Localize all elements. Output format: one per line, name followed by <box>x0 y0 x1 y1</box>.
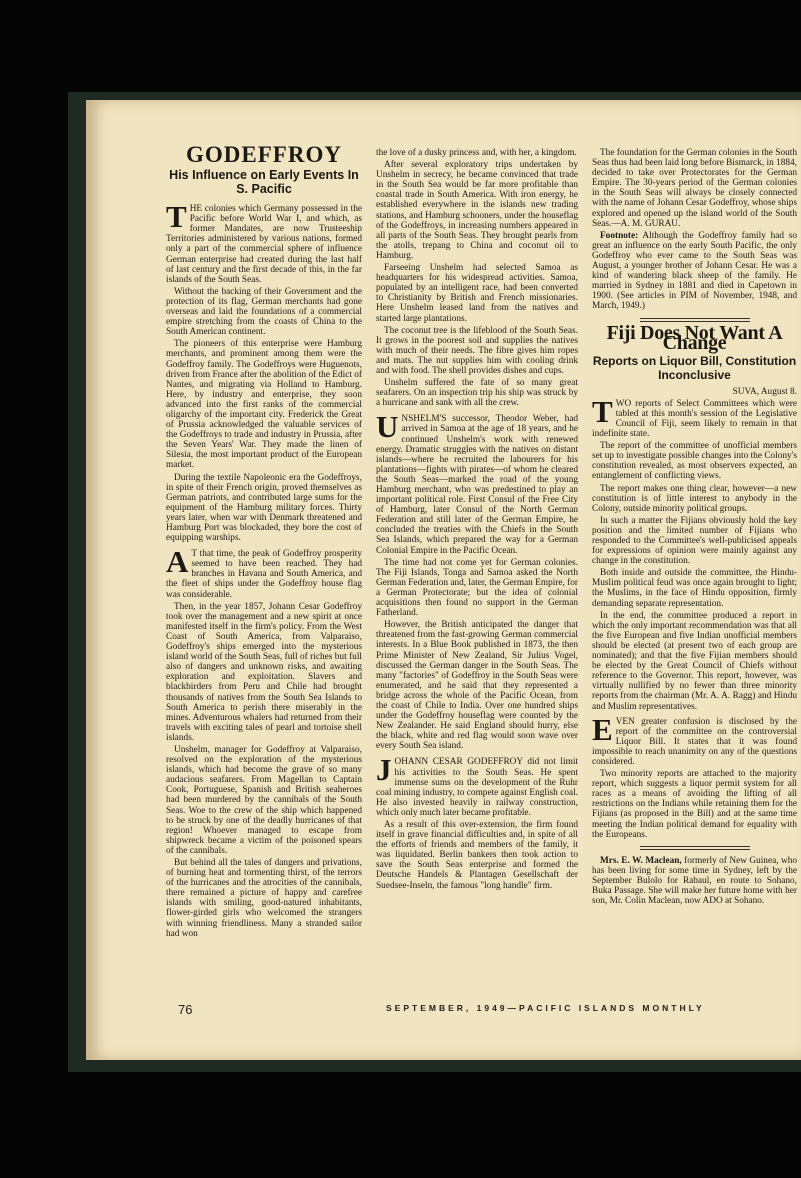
paragraph: UNSHELM'S successor, Theodor Weber, had arrived in Samoa at the age of 18 years, and he continued Unshelm's work with renewed energy. Dramatic struggles with the natives on distant islands—where he recruited the labourers for his plantations—fights with pirates—of whom he cleared the South Seas—marked the road of the young Hamburg merchant, who was predestined to play an important political role. First Consul of the Free City of Hamburg, later Consul of the North German Federation and still later of the German Empire, he concluded the treaties with the Chiefs in the South Sea Islands, which prepared the way for a German Colonial Empire in the Pacific Ocean. <box>376 409 578 556</box>
paragraph: However, the British anticipated the danger that threatened from the fast-growing German commercial interests. In a Blue Book published in 1873, the then Prime Minister of New Zealand, Sir Julius Vogel, discussed the German danger in the South Seas. The many "factories" of Godeffroy in the South Seas were enumerated, and he said that they represented a bridge across the whole of the Pacific Ocean, from the coast of Chile to India. Over one hundred ships under the Godeffroy houseflag were counted by the New Zealander. He said England should hurry, else the black, white and red flag would soon wave over every South Sea island. <box>376 620 578 752</box>
fiji-article-title: Fiji Does Not Want A Change <box>606 321 783 354</box>
paragraph: A T that time, the peak of Godeffroy prosperity seemed to have been reached. They had branches in Havana and South America, and the fleet of ships under the Godeffroy house flag was considerable. <box>166 544 362 600</box>
divider <box>640 846 750 850</box>
paragraph: Then, in the year 1857, Johann Cesar Godeffroy took over the management and a new spirit at once manifested itself in the firm's policy. From the West Coast of South America, from Valparaiso, Godeffroy's ships emerged into the mysterious island world of the South Seas, full of riches but full also of dangers and unknown risks, and awaiting exploration and exploitation. Slavers and blackbirders from Peru and Chile had brought thousands of natives from the South Sea Islands to South America to perish there miserably in the mines. Adventurous whalers had returned from their travels with exciting tales of pearl and tortoise shell islands. <box>166 601 362 743</box>
column-2 <box>376 148 578 893</box>
paragraph: The pioneers of this enterprise were Hamburg merchants, and prominent among them were the Godeffroy family. The Godeffroys were Huguenots, driven from France after the abolition of the Edict of Nantes, and migrating via Holland to Hamburg. Here, by industry and enterprise, they soon advanced into the first ranks of the commercial oligarchy of the important city. Frederick the Great of Prussia acknowledged the valuable services of the Godeffroys to trade and industry in Prussia, after the Seven Years' War. They made the linen of Silesia, the most important product of the European market. <box>166 339 362 471</box>
column-3 <box>592 148 797 908</box>
paragraph: Unshelm, manager for Godeffroy at Valparaiso, resolved on the exploration of the mysterious islands, which had become the grave of so many audacious seafarers. From Magellan to Captain Cook, Portuguese, Spanish and British seaheroes had been murdered by the cannibals of the South Seas. Woe to the crew of the ship which happened to be struck by one of the deadly hurricanes of that region! Whoever managed to escape from shipwreck became a victim of the poisoned spears of the cannibals. <box>166 744 362 856</box>
paragraph: The report makes one thing clear, however—a new constitution is of little interest to anybody in the Colony, outside minority political groups. <box>592 483 797 514</box>
drop-cap: T <box>592 393 613 429</box>
dateline: SUVA, August 8. <box>732 386 797 397</box>
article-subtitle: His Influence on Early Events In S. Pacific <box>169 168 359 197</box>
drop-cap: U <box>376 409 399 445</box>
paragraph: JOHANN CESAR GODEFFROY did not limit his activities to the South Seas. He spent immense sums on the development of the Ruhr coal mining industry, to compete against English coal. He also invested heavily in railway construction, which only much later became profitable. <box>376 752 578 818</box>
paragraph: The foundation for the German colonies in the South Seas thus had been laid long before Bismarck, in 1884, decided to take over Protectorates for the German Empire. The 30-years period of the German colonies in the South Seas will always be closely connected with the name of Johann Cesar Godeffroy, whose ships explored and opened up the island world of the South Seas.—A. M. GURAU. <box>592 148 798 229</box>
paragraph: But behind all the tales of dangers and privations, of burning heat and tormenting thirst, of the terrors of the hurricanes and the atrocities of the cannibals, there remained a picture of happy and carefree islands with smiling, good-natured inhabitants, flower-girded girls who welcomed the strangers with winning friendliness. Many a stranded sailor had won <box>166 858 362 939</box>
footnote: Footnote: Although the Godeffroy family had so great an influence on the early South Pacific, the only Godeffroy who ever came to the South Seas was August, a younger brother of Johann Cesar. He was a kind of wandering black sheep of the family. He married in Sydney in 1881 and died in Capetown in 1900. (See articles in PIM of November, 1948, and March, 1949.) <box>592 230 797 312</box>
maclean-note: Mrs. E. W. Maclean, formerly of New Guinea, who has been living for some time in Sydney, left by the September Bulolo for Rabaul, en route to Sohano, Buka Passage. She will make her future home with her son, Mr. Colin Maclean, now ADO at Sohano. <box>592 855 797 907</box>
paragraph: Farseeing Unshelm had selected Samoa as headquarters for his widespread activities. Samoa, populated by an intelligent race, had been converted to Christianity by British and French missionaries. Here Unshelm leased land from the natives and started large plantations. <box>376 263 578 324</box>
paragraph: During the textile Napoleonic era the Godeffroys, in spite of their French origin, proved themselves as German patriots, and contributed large sums for the equipment of the Hamburg military forces. Thirty years later, when war with Denmark threatened and Hamburg Port was blockaded, they bore the cost of equipping warships. <box>166 472 362 544</box>
drop-cap: E <box>592 711 613 747</box>
paragraph: THE colonies which Germany possessed in the Pacific before World War I, and which, as former Mandates, are now Trusteeship Territories administered by various nations, formed only a part of the commercial sphere of influence German enterprise had created during the last half of last century and the first decade of this, in the far islands of the South Seas. <box>166 199 362 285</box>
paragraph: The coconut tree is the lifeblood of the South Seas. It grows in the poorest soil and supplies the natives with much of their needs. The fibre gives him ropes and mats. The nut supplies him with cooling drink and with food. The shell provides dishes and cups. <box>376 325 578 376</box>
page-footer: SEPTEMBER, 1949—PACIFIC ISLANDS MONTHLY <box>386 1003 705 1013</box>
paragraph: In the end, the committee produced a report in which the only important recommendation was that all the five European and five Indian unofficial members should be elected (at present two of each group are nominated); and that the five Fijian members should be elected by the Great Council of Chiefs without reference to the Governor. This report, however, was virtually nullified by no fewer than three minority reports from the chairman (Mr. A. A. Ragg) and Hindu and Muslim representatives. <box>592 610 797 712</box>
divider <box>640 318 750 322</box>
paragraph: The time had not come yet for German colonies. The Fiji Islands, Tonga and Samoa asked the North German Federation and, later, the German Empire, for a German Protectorate; but the idea of colonial acquisitions then found no support in the German Fatherland. <box>376 557 579 619</box>
paragraph: In such a matter the Fijians obviously hold the key position and the limited number of Fijians who responded to the Committee's well-publicised appeals for expressions of opinion were mainly against any change in the constitution. <box>592 515 797 567</box>
paragraph: The report of the committee of unofficial members set up to investigate possible changes into the Colony's constitution revealed, as most observers expected, an entanglement of conflicting views. <box>592 441 797 482</box>
paragraph: As a result of this over-extension, the firm found itself in grave financial difficulties and, in spite of all the efforts of friends and members of the family, it was liquidated. Berlin bankers then took action to save the South Seas enterprise and formed the Deutsche Handels & Plantagen Gesellschaft der Suedsee-Inseln, the famous "long handle" firm. <box>376 820 578 891</box>
magazine-page <box>86 100 801 1060</box>
drop-cap: T <box>166 199 187 235</box>
paragraph: Two minority reports are attached to the majority report, which suggests a liquor permit system for all races as a means of avoiding the lifting of all restrictions on the Indians while retaining them for the Fijians (as proposed in the Bill) and at the same time meeting the Indian political demand for equality with the Europeans. <box>592 769 797 840</box>
paragraph: Unshelm suffered the fate of so many great seafarers. On an inspection trip his ship was struck by a hurricane and sank with all the crew. <box>376 378 578 409</box>
fiji-article-subtitle: Reports on Liquor Bill, Constitution Inconclusive <box>592 353 797 382</box>
paragraph: Both inside and outside the committee, the Hindu-Muslim political feud was once again brought to light; the Muslims, in the face of Hindu opposition, firmly demanding separate representation. <box>592 568 797 609</box>
article-title: GODEFFROY <box>186 142 342 167</box>
drop-cap: J <box>376 752 392 788</box>
paragraph: EVEN greater confusion is disclosed by the report of the committee on the controversial Liquor Bill. It states that it was found impossible to reach unanimity on any of the questions considered. <box>592 711 797 767</box>
drop-cap: A <box>166 544 189 580</box>
column-1 <box>166 142 362 941</box>
paragraph: After several exploratory trips undertaken by Unshelm in secrecy, he became convinced that trade in the South Sea would be far more profitable than coastal trade in South America. With iron energy, he established everywhere in the islands new trading stations, and Hamburg schooners, under the houseflag of the Godeffroys, in increasing numbers appeared in all parts of the South Seas. They brought pearls from the atolls, trepang to China and coconut oil to Hamburg. <box>376 160 578 261</box>
paragraph: Without the backing of their Government and the protection of its flag, German merchants had gone overseas and laid the foundations of a commercial empire stretching from the coasts of China to the South American continent. <box>166 286 362 338</box>
paragraph: the love of a dusky princess and, with her, a kingdom. <box>376 148 577 158</box>
page-number: 76 <box>178 1002 193 1017</box>
paragraph: TWO reports of Select Committees which were tabled at this month's session of the Legislative Council of Fiji, seem likely to remain in that indefinite state. <box>592 393 797 440</box>
